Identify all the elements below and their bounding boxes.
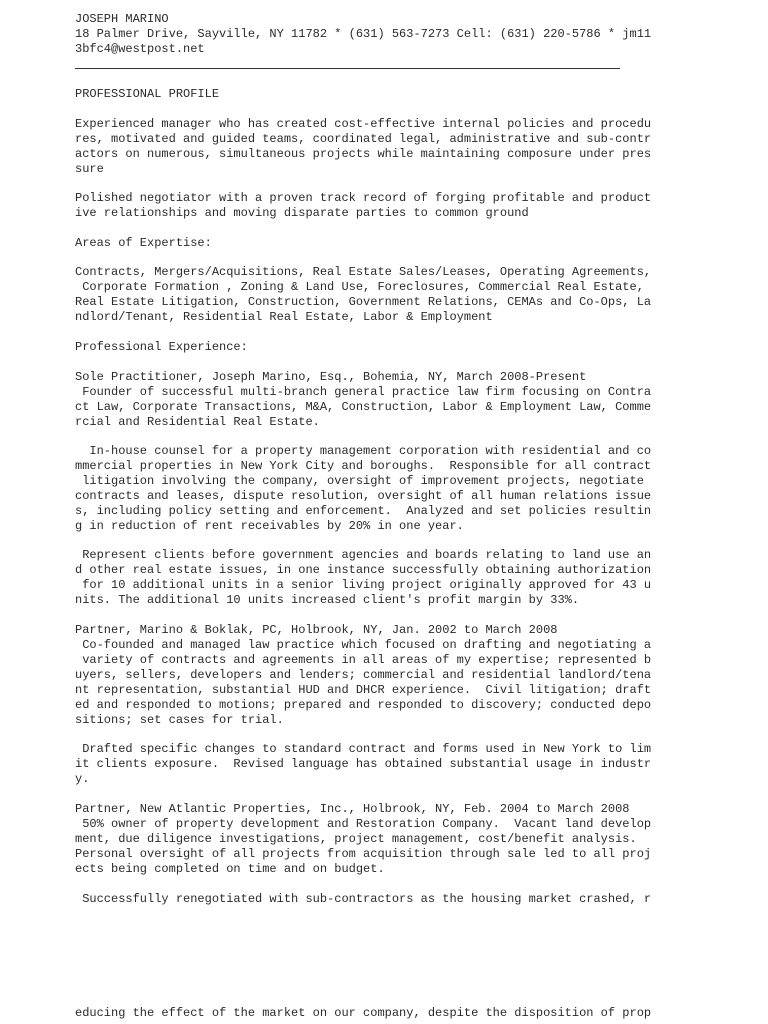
job-description-line: ects being completed on time and on budget. <box>75 862 385 876</box>
job-description-line: ed and responded to motions; prepared and responded to discovery; conducted depo <box>75 698 652 712</box>
expertise-line: ndlord/Tenant, Residential Real Estate, Labor & Employment <box>75 310 493 324</box>
job-description-line: mmercial properties in New York City and boroughs. Responsible for all contract <box>75 459 652 473</box>
job-description-line: Co-founded and managed law practice which focused on drafting and negotiating a <box>75 638 652 652</box>
job-title: Partner, Marino & Boklak, PC, Holbrook, NY, Jan. 2002 to March 2008 <box>75 623 558 637</box>
section-heading-experience: Professional Experience: <box>75 340 248 354</box>
expertise-line: Contracts, Mergers/Acquisitions, Real Estate Sales/Leases, Operating Agreements, <box>75 265 652 279</box>
profile-text-line: actors on numerous, simultaneous projects while maintaining composure under pres <box>75 147 652 161</box>
job-description-line: s, including policy setting and enforcement. Analyzed and set policies resultin <box>75 504 652 518</box>
profile-text-line: Experienced manager who has created cost-effective internal policies and procedu <box>75 117 652 131</box>
job-description-line: for 10 additional units in a senior living project originally approved for 43 u <box>75 578 652 592</box>
profile-text-line: sure <box>75 162 104 176</box>
job-description-line: Personal oversight of all projects from acquisition through sale led to all proj <box>75 847 652 861</box>
job-description-line: g in reduction of rent receivables by 20% in one year. <box>75 519 464 533</box>
job-description-line: nits. The additional 10 units increased client's profit margin by 33%. <box>75 593 580 607</box>
job-title: Sole Practitioner, Joseph Marino, Esq., Bohemia, NY, March 2008-Present <box>75 370 587 384</box>
job-description-line: rcial and Residential Real Estate. <box>75 415 320 429</box>
applicant-name: JOSEPH MARINO <box>75 12 169 26</box>
profile-text-line: res, motivated and guided teams, coordinated legal, administrative and sub-contr <box>75 132 652 146</box>
job-description-line: Successfully renegotiated with sub-contractors as the housing market crashed, r <box>75 892 652 906</box>
expertise-line: Corporate Formation , Zoning & Land Use, Foreclosures, Commercial Real Estate, <box>75 280 644 294</box>
job-description-line: In-house counsel for a property management corporation with residential and co <box>75 444 652 458</box>
job-description-line: it clients exposure. Revised language has obtained substantial usage in industr <box>75 757 652 771</box>
job-description-line: uyers, sellers, developers and lenders; commercial and residential landlord/tena <box>75 668 652 682</box>
expertise-line: Real Estate Litigation, Construction, Government Relations, CEMAs and Co-Ops, La <box>75 295 652 309</box>
profile-text-line: Polished negotiator with a proven track record of forging profitable and product <box>75 191 652 205</box>
section-heading-profile: PROFESSIONAL PROFILE <box>75 87 220 101</box>
job-description-line: Drafted specific changes to standard contract and forms used in New York to lim <box>75 742 652 756</box>
job-description-line: Represent clients before government agencies and boards relating to land use an <box>75 548 652 562</box>
job-title: Partner, New Atlantic Properties, Inc., Holbrook, NY, Feb. 2004 to March 2008 <box>75 802 630 816</box>
job-description-line: y. <box>75 772 90 786</box>
job-description-line: educing the effect of the market on our company, despite the disposition of prop <box>75 1006 652 1020</box>
contact-line: 3bfc4@westpost.net <box>75 42 205 56</box>
job-description-line: d other real estate issues, in one instance successfully obtaining authorization <box>75 563 652 577</box>
job-description-line: Founder of successful multi-branch general practice law firm focusing on Contra <box>75 385 652 399</box>
profile-text-line: ive relationships and moving disparate parties to common ground <box>75 206 529 220</box>
job-description-line: litigation involving the company, oversight of improvement projects, negotiate <box>75 474 644 488</box>
job-description-line: variety of contracts and agreements in all areas of my expertise; represented b <box>75 653 652 667</box>
header-divider <box>75 68 620 69</box>
job-description-line: contracts and leases, dispute resolution, oversight of all human relations issue <box>75 489 652 503</box>
contact-line: 18 Palmer Drive, Sayville, NY 11782 * (631) 563-7273 Cell: (631) 220-5786 * jm11 <box>75 27 652 41</box>
job-description-line: ment, due diligence investigations, project management, cost/benefit analysis. <box>75 832 637 846</box>
job-description-line: sitions; set cases for trial. <box>75 713 284 727</box>
job-description-line: ct Law, Corporate Transactions, M&A, Construction, Labor & Employment Law, Comme <box>75 400 652 414</box>
job-description-line: 50% owner of property development and Restoration Company. Vacant land develop <box>75 817 652 831</box>
job-description-line: nt representation, substantial HUD and DHCR experience. Civil litigation; draft <box>75 683 652 697</box>
section-heading-expertise: Areas of Expertise: <box>75 236 212 250</box>
